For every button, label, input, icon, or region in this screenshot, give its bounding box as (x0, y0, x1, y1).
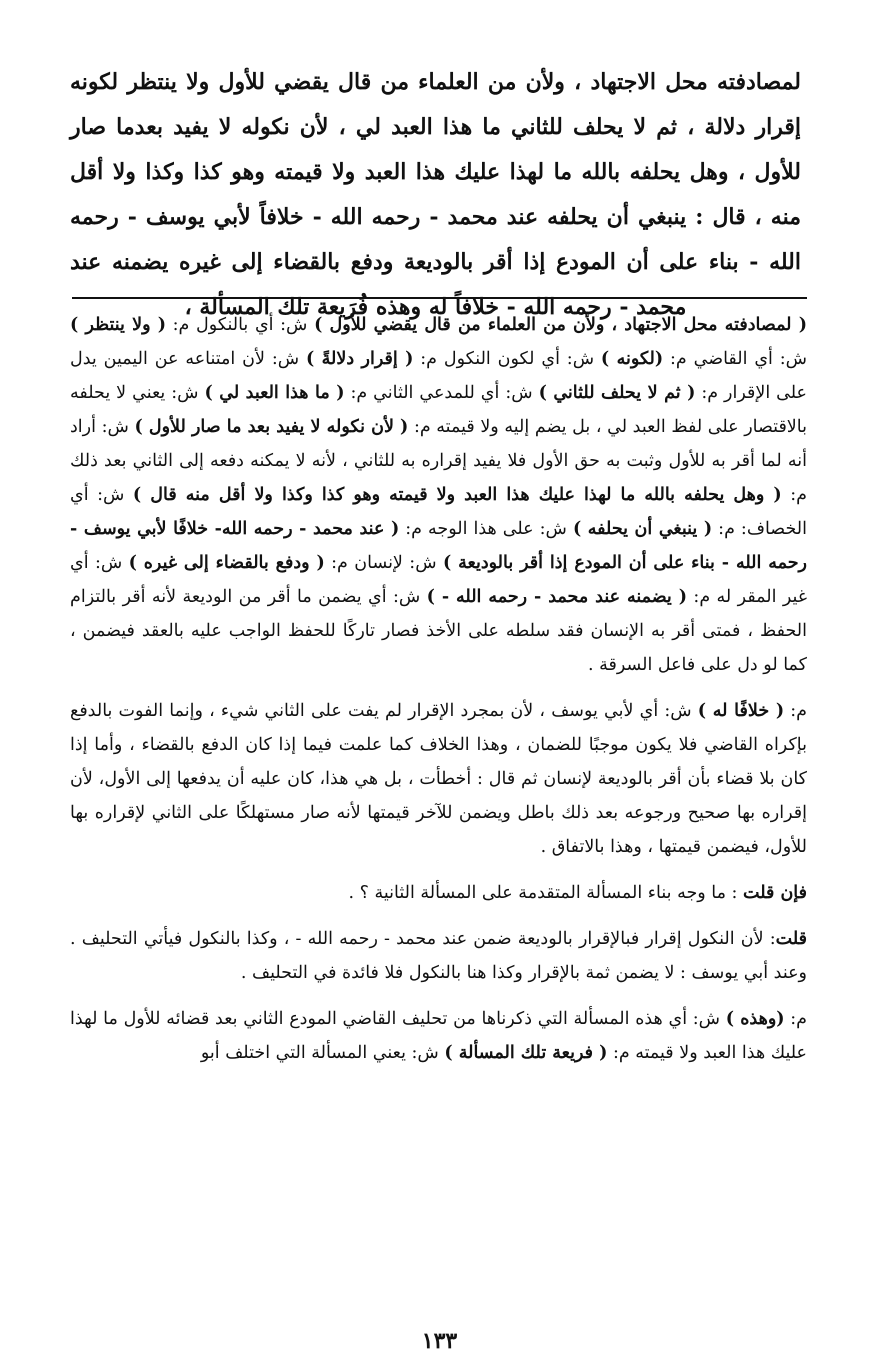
commentary-paragraph (70, 694, 807, 864)
commentary-text: ش: أي للمدعي الثاني م: (344, 383, 539, 403)
commentary-text: ش: أي هذه المسألة التي ذكرناها من تحليف القاضي المودع الثاني بعد قضائه للأول ما لهذا عليك هذا العبد ولا قيمته م: (70, 1009, 807, 1063)
quoted-matn-text: ( ثم لا يحلف للثاني ) (538, 383, 696, 403)
commentary-text: ش: أي يضمن ما أقر من الوديعة لأنه أقر بالتزام الحفظ ، فمتى أقر به الإنسان فقد سلطه على الأخذ فصار تاركًا للحفظ الواجب عليه بالعقد فيضمن ، كما لو دل على فاعل السرقة . (70, 587, 807, 675)
commentary-text: : ما وجه بناء المسألة المتقدمة على المسألة الثانية ؟ . (348, 883, 744, 903)
page-number: ١٣٣ (421, 1328, 458, 1354)
quoted-matn-text: ( إقرار دلالةً ) (305, 349, 414, 369)
commentary-text: ش: يعني لا يحلفه بالاقتصار على لفظ العبد لي ، بل يضم إليه ولا قيمته م: (70, 383, 807, 437)
quoted-matn-text: ( لأن نكوله لا يفيد بعد ما صار للأول ) (134, 417, 409, 437)
commentary-text: م: (784, 1009, 808, 1029)
commentary-text: ش: أي بالنكول م: (166, 315, 315, 335)
commentary-text: ش: على هذا الوجه م: (399, 519, 573, 539)
section-divider (72, 297, 807, 299)
commentary-text: ش: أي غير المقر له م: (70, 553, 807, 607)
commentary-text: : لأن النكول إقرار فبالإقرار بالوديعة ضمن عند محمد - رحمه الله - ، وكذا بالنكول فيأتي التحليف . وعند أبي يوسف : لا يضمن ثمة بالإقرار وكذا هنا بالنكول فلا فائدة في التحليف . (70, 929, 807, 983)
quoted-matn-text: فإن قلت (743, 883, 807, 903)
quoted-matn-text: ( ولا ينتظر ) (70, 315, 166, 335)
matn-text: لمصادفته محل الاجتهاد ، ولأن من العلماء من قال يقضي للأول ولا ينتظر لكونه إقرار دلالة ، ثم لا يحلف للثاني ما هذا العبد لي ، لأن نكوله لا يفيد بعدما صار للأول ، وهل يحلفه بالله ما لهذا عليك هذا العبد ولا قيمته وهو كذا وكذا ولا أقل منه ، قال : ينبغي أن يحلفه عند محمد - رحمه الله - خلافاً لأبي يوسف - رحمه الله - بناء على أن المودع إذا أقر بالوديعة ودفع بالقضاء إلى غيره يضمنه عند محمد - رحمه الله - خلافاً له وهذه فُرَيعة تلك المسألة ، (70, 69, 801, 320)
commentary-paragraph (70, 308, 807, 682)
quoted-matn-text: ( خلافًا له ) (697, 701, 785, 721)
commentary-paragraph (70, 876, 807, 910)
quoted-matn-text: ( عند محمد - رحمه الله- خلافًا لأبي يوسف - رحمه الله - بناء على أن المودع إذا أقر بالوديعة ) (70, 519, 808, 573)
commentary-text: ش: لأن امتناعه عن اليمين يدل على الإقرار م: (70, 349, 807, 403)
commentary-text: ش: أي القاضي م: (663, 349, 807, 369)
quoted-matn-text: قلت (775, 929, 807, 949)
quoted-matn-text: ( ودفع بالقضاء إلى غيره ) (128, 553, 325, 573)
quoted-matn-text: ( فريعة تلك المسألة ) (444, 1043, 608, 1063)
quoted-matn-text: ( ينبغي أن يحلفه ) (572, 519, 713, 539)
commentary-paragraph (70, 922, 807, 990)
quoted-matn-text: (وهذه ) (725, 1009, 785, 1029)
quoted-matn-text: (لكونه ) (600, 349, 664, 369)
commentary-paragraph (70, 1002, 807, 1070)
quoted-matn-text: ( يضمنه عند محمد - رحمه الله - ) (426, 587, 688, 607)
quoted-matn-text: ( وهل يحلفه بالله ما لهذا عليك هذا العبد ولا قيمته وهو كذا وكذا ولا أقل منه قال ) (132, 485, 782, 505)
commentary-text: م: (784, 701, 808, 721)
quoted-matn-text: ( لمصادفته محل الاجتهاد ، ولأن من العلماء من قال يقضي للأول ) (314, 315, 807, 335)
commentary-text: ش: أي لكون النكول م: (413, 349, 601, 369)
commentary-text: ش: أي لأبي يوسف ، لأن بمجرد الإقرار لم يفت على الثاني شيء ، وإنما الفوت بالدفع بإكراه القاضي فلا يكون موجبًا للضمان ، وهذا الخلاف كما علمت فيما إذا كان الدفع بالقضاء ، وأما إذا كان بلا قضاء بأن أقر بالوديعة لإنسان ثم قال : أخطأت ، بل هي هذا، كان عليه أن يدفعها إلى الأول، لأن إقراره بها صحيح ورجوعه بعد ذلك باطل ويضمن للآخر قيمتها لأنه صار مستهلكًا على الثاني لإقراره بها للأول، فيضمن قيمتها ، وهذا بالاتفاق . (70, 701, 807, 857)
commentary-section (70, 308, 807, 1082)
quoted-matn-text: ( ما هذا العبد لي ) (204, 383, 345, 403)
commentary-text: ش: يعني المسألة التي اختلف أبو (200, 1043, 445, 1063)
commentary-text: ش: أي الخصاف: م: (70, 485, 807, 539)
commentary-text: ش: أراد أنه لما أقر به للأول وثبت به حق الأول فلا يفيد إقراره به للثاني ، لأنه لا يمكنه دفعه إلى الثاني بعد ذلك م: (70, 417, 807, 505)
commentary-text: ش: لإنسان م: (324, 553, 443, 573)
